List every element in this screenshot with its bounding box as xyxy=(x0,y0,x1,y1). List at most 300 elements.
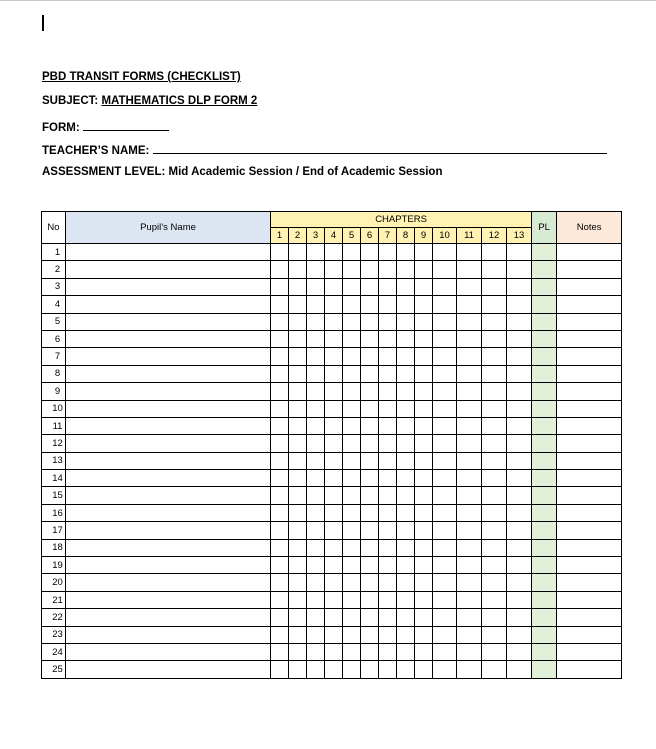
chapter-check-cell[interactable] xyxy=(361,504,379,521)
chapter-check-cell[interactable] xyxy=(289,383,307,400)
chapter-check-cell[interactable] xyxy=(361,244,379,261)
pl-cell[interactable] xyxy=(532,609,557,626)
chapter-check-cell[interactable] xyxy=(457,400,482,417)
pupil-name-cell[interactable] xyxy=(66,661,271,678)
chapter-check-cell[interactable] xyxy=(361,643,379,660)
chapter-check-cell[interactable] xyxy=(379,591,397,608)
chapter-check-cell[interactable] xyxy=(482,452,507,469)
chapter-check-cell[interactable] xyxy=(361,330,379,347)
chapter-check-cell[interactable] xyxy=(482,504,507,521)
chapter-check-cell[interactable] xyxy=(482,365,507,382)
chapter-check-cell[interactable] xyxy=(271,330,289,347)
chapter-check-cell[interactable] xyxy=(433,522,457,539)
chapter-check-cell[interactable] xyxy=(307,504,325,521)
chapter-check-cell[interactable] xyxy=(361,365,379,382)
chapter-check-cell[interactable] xyxy=(307,557,325,574)
chapter-check-cell[interactable] xyxy=(289,435,307,452)
chapter-check-cell[interactable] xyxy=(271,383,289,400)
chapter-check-cell[interactable] xyxy=(397,557,415,574)
chapter-check-cell[interactable] xyxy=(307,522,325,539)
chapter-check-cell[interactable] xyxy=(507,400,532,417)
chapter-check-cell[interactable] xyxy=(289,296,307,313)
pl-cell[interactable] xyxy=(532,626,557,643)
pl-cell[interactable] xyxy=(532,365,557,382)
chapter-check-cell[interactable] xyxy=(397,504,415,521)
chapter-check-cell[interactable] xyxy=(507,365,532,382)
chapter-check-cell[interactable] xyxy=(343,643,361,660)
pl-cell[interactable] xyxy=(532,539,557,556)
chapter-check-cell[interactable] xyxy=(507,661,532,678)
chapter-check-cell[interactable] xyxy=(343,261,361,278)
notes-cell[interactable] xyxy=(557,330,622,347)
chapter-check-cell[interactable] xyxy=(379,470,397,487)
chapter-check-cell[interactable] xyxy=(289,591,307,608)
chapter-check-cell[interactable] xyxy=(289,557,307,574)
chapter-check-cell[interactable] xyxy=(433,348,457,365)
chapter-check-cell[interactable] xyxy=(307,400,325,417)
chapter-check-cell[interactable] xyxy=(361,487,379,504)
chapter-check-cell[interactable] xyxy=(343,365,361,382)
chapter-check-cell[interactable] xyxy=(343,557,361,574)
chapter-check-cell[interactable] xyxy=(397,296,415,313)
chapter-check-cell[interactable] xyxy=(415,539,433,556)
chapter-check-cell[interactable] xyxy=(415,522,433,539)
notes-cell[interactable] xyxy=(557,504,622,521)
notes-cell[interactable] xyxy=(557,609,622,626)
chapter-check-cell[interactable] xyxy=(379,504,397,521)
chapter-check-cell[interactable] xyxy=(343,400,361,417)
notes-cell[interactable] xyxy=(557,557,622,574)
chapter-check-cell[interactable] xyxy=(457,539,482,556)
notes-cell[interactable] xyxy=(557,261,622,278)
notes-cell[interactable] xyxy=(557,626,622,643)
chapter-check-cell[interactable] xyxy=(289,643,307,660)
chapter-check-cell[interactable] xyxy=(415,313,433,330)
pl-cell[interactable] xyxy=(532,261,557,278)
chapter-check-cell[interactable] xyxy=(343,452,361,469)
chapter-check-cell[interactable] xyxy=(307,348,325,365)
pupil-name-cell[interactable] xyxy=(66,261,271,278)
chapter-check-cell[interactable] xyxy=(343,574,361,591)
chapter-check-cell[interactable] xyxy=(482,244,507,261)
chapter-check-cell[interactable] xyxy=(507,296,532,313)
chapter-check-cell[interactable] xyxy=(289,365,307,382)
chapter-check-cell[interactable] xyxy=(271,244,289,261)
chapter-check-cell[interactable] xyxy=(289,574,307,591)
chapter-check-cell[interactable] xyxy=(482,661,507,678)
pupil-name-cell[interactable] xyxy=(66,609,271,626)
chapter-check-cell[interactable] xyxy=(433,643,457,660)
pupil-name-cell[interactable] xyxy=(66,522,271,539)
pupil-name-cell[interactable] xyxy=(66,365,271,382)
chapter-check-cell[interactable] xyxy=(361,383,379,400)
chapter-check-cell[interactable] xyxy=(507,435,532,452)
chapter-check-cell[interactable] xyxy=(325,400,343,417)
chapter-check-cell[interactable] xyxy=(271,400,289,417)
chapter-check-cell[interactable] xyxy=(507,313,532,330)
chapter-check-cell[interactable] xyxy=(482,574,507,591)
chapter-check-cell[interactable] xyxy=(433,626,457,643)
chapter-check-cell[interactable] xyxy=(361,400,379,417)
pl-cell[interactable] xyxy=(532,452,557,469)
chapter-check-cell[interactable] xyxy=(397,626,415,643)
chapter-check-cell[interactable] xyxy=(433,661,457,678)
notes-cell[interactable] xyxy=(557,487,622,504)
chapter-check-cell[interactable] xyxy=(343,661,361,678)
pl-cell[interactable] xyxy=(532,383,557,400)
chapter-check-cell[interactable] xyxy=(271,261,289,278)
chapter-check-cell[interactable] xyxy=(457,383,482,400)
chapter-check-cell[interactable] xyxy=(415,574,433,591)
chapter-check-cell[interactable] xyxy=(397,591,415,608)
chapter-check-cell[interactable] xyxy=(307,330,325,347)
chapter-check-cell[interactable] xyxy=(415,261,433,278)
chapter-check-cell[interactable] xyxy=(271,643,289,660)
notes-cell[interactable] xyxy=(557,296,622,313)
pl-cell[interactable] xyxy=(532,244,557,261)
chapter-check-cell[interactable] xyxy=(433,574,457,591)
chapter-check-cell[interactable] xyxy=(415,557,433,574)
chapter-check-cell[interactable] xyxy=(325,278,343,295)
pl-cell[interactable] xyxy=(532,313,557,330)
pupil-name-cell[interactable] xyxy=(66,278,271,295)
chapter-check-cell[interactable] xyxy=(507,330,532,347)
chapter-check-cell[interactable] xyxy=(482,557,507,574)
chapter-check-cell[interactable] xyxy=(415,487,433,504)
chapter-check-cell[interactable] xyxy=(307,261,325,278)
chapter-check-cell[interactable] xyxy=(361,539,379,556)
notes-cell[interactable] xyxy=(557,591,622,608)
chapter-check-cell[interactable] xyxy=(482,487,507,504)
notes-cell[interactable] xyxy=(557,417,622,434)
pupil-name-cell[interactable] xyxy=(66,643,271,660)
chapter-check-cell[interactable] xyxy=(507,452,532,469)
chapter-check-cell[interactable] xyxy=(457,452,482,469)
chapter-check-cell[interactable] xyxy=(307,643,325,660)
chapter-check-cell[interactable] xyxy=(289,244,307,261)
chapter-check-cell[interactable] xyxy=(457,278,482,295)
pl-cell[interactable] xyxy=(532,470,557,487)
chapter-check-cell[interactable] xyxy=(343,244,361,261)
chapter-check-cell[interactable] xyxy=(457,348,482,365)
chapter-check-cell[interactable] xyxy=(433,417,457,434)
chapter-check-cell[interactable] xyxy=(325,609,343,626)
chapter-check-cell[interactable] xyxy=(415,383,433,400)
chapter-check-cell[interactable] xyxy=(397,348,415,365)
pupil-name-cell[interactable] xyxy=(66,452,271,469)
chapter-check-cell[interactable] xyxy=(271,504,289,521)
chapter-check-cell[interactable] xyxy=(307,417,325,434)
chapter-check-cell[interactable] xyxy=(457,365,482,382)
chapter-check-cell[interactable] xyxy=(289,487,307,504)
chapter-check-cell[interactable] xyxy=(325,452,343,469)
chapter-check-cell[interactable] xyxy=(271,609,289,626)
chapter-check-cell[interactable] xyxy=(343,296,361,313)
chapter-check-cell[interactable] xyxy=(325,574,343,591)
chapter-check-cell[interactable] xyxy=(482,626,507,643)
pupil-name-cell[interactable] xyxy=(66,313,271,330)
chapter-check-cell[interactable] xyxy=(271,417,289,434)
chapter-check-cell[interactable] xyxy=(343,626,361,643)
chapter-check-cell[interactable] xyxy=(415,470,433,487)
chapter-check-cell[interactable] xyxy=(397,278,415,295)
pl-cell[interactable] xyxy=(532,435,557,452)
chapter-check-cell[interactable] xyxy=(325,244,343,261)
chapter-check-cell[interactable] xyxy=(397,609,415,626)
chapter-check-cell[interactable] xyxy=(507,348,532,365)
chapter-check-cell[interactable] xyxy=(307,383,325,400)
chapter-check-cell[interactable] xyxy=(271,296,289,313)
chapter-check-cell[interactable] xyxy=(433,539,457,556)
chapter-check-cell[interactable] xyxy=(482,539,507,556)
pl-cell[interactable] xyxy=(532,504,557,521)
chapter-check-cell[interactable] xyxy=(307,487,325,504)
notes-cell[interactable] xyxy=(557,522,622,539)
chapter-check-cell[interactable] xyxy=(415,661,433,678)
chapter-check-cell[interactable] xyxy=(433,261,457,278)
form-blank[interactable] xyxy=(83,119,169,131)
chapter-check-cell[interactable] xyxy=(379,609,397,626)
chapter-check-cell[interactable] xyxy=(507,383,532,400)
pupil-name-cell[interactable] xyxy=(66,626,271,643)
chapter-check-cell[interactable] xyxy=(482,400,507,417)
chapter-check-cell[interactable] xyxy=(433,400,457,417)
notes-cell[interactable] xyxy=(557,313,622,330)
chapter-check-cell[interactable] xyxy=(289,609,307,626)
chapter-check-cell[interactable] xyxy=(361,522,379,539)
chapter-check-cell[interactable] xyxy=(361,261,379,278)
chapter-check-cell[interactable] xyxy=(433,591,457,608)
pupil-name-cell[interactable] xyxy=(66,435,271,452)
pl-cell[interactable] xyxy=(532,487,557,504)
chapter-check-cell[interactable] xyxy=(379,244,397,261)
chapter-check-cell[interactable] xyxy=(325,417,343,434)
chapter-check-cell[interactable] xyxy=(457,522,482,539)
chapter-check-cell[interactable] xyxy=(307,435,325,452)
chapter-check-cell[interactable] xyxy=(325,330,343,347)
chapter-check-cell[interactable] xyxy=(289,470,307,487)
chapter-check-cell[interactable] xyxy=(325,261,343,278)
chapter-check-cell[interactable] xyxy=(379,313,397,330)
notes-cell[interactable] xyxy=(557,348,622,365)
chapter-check-cell[interactable] xyxy=(271,348,289,365)
chapter-check-cell[interactable] xyxy=(415,504,433,521)
chapter-check-cell[interactable] xyxy=(271,574,289,591)
chapter-check-cell[interactable] xyxy=(361,452,379,469)
chapter-check-cell[interactable] xyxy=(397,574,415,591)
chapter-check-cell[interactable] xyxy=(379,365,397,382)
chapter-check-cell[interactable] xyxy=(433,383,457,400)
chapter-check-cell[interactable] xyxy=(457,470,482,487)
chapter-check-cell[interactable] xyxy=(271,661,289,678)
chapter-check-cell[interactable] xyxy=(325,539,343,556)
chapter-check-cell[interactable] xyxy=(271,365,289,382)
chapter-check-cell[interactable] xyxy=(433,452,457,469)
chapter-check-cell[interactable] xyxy=(325,296,343,313)
chapter-check-cell[interactable] xyxy=(397,522,415,539)
chapter-check-cell[interactable] xyxy=(325,470,343,487)
chapter-check-cell[interactable] xyxy=(433,330,457,347)
chapter-check-cell[interactable] xyxy=(433,278,457,295)
chapter-check-cell[interactable] xyxy=(343,278,361,295)
chapter-check-cell[interactable] xyxy=(307,296,325,313)
chapter-check-cell[interactable] xyxy=(271,539,289,556)
pl-cell[interactable] xyxy=(532,574,557,591)
chapter-check-cell[interactable] xyxy=(289,330,307,347)
chapter-check-cell[interactable] xyxy=(415,365,433,382)
chapter-check-cell[interactable] xyxy=(343,487,361,504)
chapter-check-cell[interactable] xyxy=(433,487,457,504)
chapter-check-cell[interactable] xyxy=(271,487,289,504)
chapter-check-cell[interactable] xyxy=(397,330,415,347)
chapter-check-cell[interactable] xyxy=(289,261,307,278)
notes-cell[interactable] xyxy=(557,244,622,261)
pupil-name-cell[interactable] xyxy=(66,539,271,556)
chapter-check-cell[interactable] xyxy=(325,591,343,608)
chapter-check-cell[interactable] xyxy=(433,609,457,626)
notes-cell[interactable] xyxy=(557,435,622,452)
chapter-check-cell[interactable] xyxy=(343,539,361,556)
chapter-check-cell[interactable] xyxy=(415,417,433,434)
chapter-check-cell[interactable] xyxy=(507,244,532,261)
chapter-check-cell[interactable] xyxy=(379,522,397,539)
chapter-check-cell[interactable] xyxy=(379,539,397,556)
chapter-check-cell[interactable] xyxy=(307,470,325,487)
chapter-check-cell[interactable] xyxy=(307,313,325,330)
chapter-check-cell[interactable] xyxy=(457,487,482,504)
chapter-check-cell[interactable] xyxy=(307,626,325,643)
chapter-check-cell[interactable] xyxy=(415,609,433,626)
chapter-check-cell[interactable] xyxy=(482,278,507,295)
chapter-check-cell[interactable] xyxy=(482,609,507,626)
chapter-check-cell[interactable] xyxy=(457,643,482,660)
chapter-check-cell[interactable] xyxy=(361,591,379,608)
pupil-name-cell[interactable] xyxy=(66,244,271,261)
chapter-check-cell[interactable] xyxy=(271,557,289,574)
pupil-name-cell[interactable] xyxy=(66,557,271,574)
chapter-check-cell[interactable] xyxy=(361,313,379,330)
chapter-check-cell[interactable] xyxy=(361,348,379,365)
chapter-check-cell[interactable] xyxy=(343,591,361,608)
chapter-check-cell[interactable] xyxy=(343,330,361,347)
chapter-check-cell[interactable] xyxy=(482,591,507,608)
chapter-check-cell[interactable] xyxy=(325,365,343,382)
chapter-check-cell[interactable] xyxy=(361,435,379,452)
chapter-check-cell[interactable] xyxy=(379,261,397,278)
chapter-check-cell[interactable] xyxy=(325,626,343,643)
chapter-check-cell[interactable] xyxy=(289,417,307,434)
chapter-check-cell[interactable] xyxy=(397,539,415,556)
chapter-check-cell[interactable] xyxy=(397,452,415,469)
chapter-check-cell[interactable] xyxy=(415,626,433,643)
chapter-check-cell[interactable] xyxy=(271,452,289,469)
chapter-check-cell[interactable] xyxy=(397,400,415,417)
notes-cell[interactable] xyxy=(557,278,622,295)
chapter-check-cell[interactable] xyxy=(457,591,482,608)
chapter-check-cell[interactable] xyxy=(415,452,433,469)
chapter-check-cell[interactable] xyxy=(379,348,397,365)
pl-cell[interactable] xyxy=(532,278,557,295)
pl-cell[interactable] xyxy=(532,417,557,434)
chapter-check-cell[interactable] xyxy=(343,504,361,521)
pl-cell[interactable] xyxy=(532,330,557,347)
chapter-check-cell[interactable] xyxy=(482,348,507,365)
chapter-check-cell[interactable] xyxy=(433,365,457,382)
chapter-check-cell[interactable] xyxy=(379,661,397,678)
chapter-check-cell[interactable] xyxy=(507,539,532,556)
chapter-check-cell[interactable] xyxy=(379,400,397,417)
chapter-check-cell[interactable] xyxy=(361,574,379,591)
chapter-check-cell[interactable] xyxy=(507,278,532,295)
notes-cell[interactable] xyxy=(557,470,622,487)
chapter-check-cell[interactable] xyxy=(307,661,325,678)
chapter-check-cell[interactable] xyxy=(397,417,415,434)
chapter-check-cell[interactable] xyxy=(507,574,532,591)
chapter-check-cell[interactable] xyxy=(307,609,325,626)
chapter-check-cell[interactable] xyxy=(482,435,507,452)
notes-cell[interactable] xyxy=(557,383,622,400)
chapter-check-cell[interactable] xyxy=(457,661,482,678)
pl-cell[interactable] xyxy=(532,643,557,660)
chapter-check-cell[interactable] xyxy=(325,348,343,365)
chapter-check-cell[interactable] xyxy=(289,522,307,539)
chapter-check-cell[interactable] xyxy=(457,574,482,591)
pupil-name-cell[interactable] xyxy=(66,296,271,313)
pupil-name-cell[interactable] xyxy=(66,574,271,591)
chapter-check-cell[interactable] xyxy=(507,591,532,608)
chapter-check-cell[interactable] xyxy=(457,557,482,574)
chapter-check-cell[interactable] xyxy=(361,470,379,487)
chapter-check-cell[interactable] xyxy=(325,487,343,504)
chapter-check-cell[interactable] xyxy=(325,435,343,452)
chapter-check-cell[interactable] xyxy=(289,539,307,556)
chapter-check-cell[interactable] xyxy=(482,383,507,400)
chapter-check-cell[interactable] xyxy=(379,296,397,313)
chapter-check-cell[interactable] xyxy=(397,244,415,261)
chapter-check-cell[interactable] xyxy=(482,296,507,313)
notes-cell[interactable] xyxy=(557,661,622,678)
notes-cell[interactable] xyxy=(557,574,622,591)
pupil-name-cell[interactable] xyxy=(66,330,271,347)
chapter-check-cell[interactable] xyxy=(361,626,379,643)
chapter-check-cell[interactable] xyxy=(415,591,433,608)
chapter-check-cell[interactable] xyxy=(325,557,343,574)
notes-cell[interactable] xyxy=(557,452,622,469)
chapter-check-cell[interactable] xyxy=(415,330,433,347)
pl-cell[interactable] xyxy=(532,591,557,608)
chapter-check-cell[interactable] xyxy=(507,417,532,434)
chapter-check-cell[interactable] xyxy=(343,313,361,330)
chapter-check-cell[interactable] xyxy=(397,383,415,400)
chapter-check-cell[interactable] xyxy=(507,557,532,574)
pl-cell[interactable] xyxy=(532,522,557,539)
chapter-check-cell[interactable] xyxy=(397,435,415,452)
chapter-check-cell[interactable] xyxy=(379,417,397,434)
chapter-check-cell[interactable] xyxy=(507,522,532,539)
chapter-check-cell[interactable] xyxy=(507,470,532,487)
chapter-check-cell[interactable] xyxy=(361,278,379,295)
chapter-check-cell[interactable] xyxy=(457,626,482,643)
chapter-check-cell[interactable] xyxy=(457,296,482,313)
chapter-check-cell[interactable] xyxy=(343,417,361,434)
chapter-check-cell[interactable] xyxy=(457,435,482,452)
chapter-check-cell[interactable] xyxy=(415,400,433,417)
chapter-check-cell[interactable] xyxy=(361,609,379,626)
pupil-name-cell[interactable] xyxy=(66,383,271,400)
chapter-check-cell[interactable] xyxy=(343,470,361,487)
chapter-check-cell[interactable] xyxy=(271,470,289,487)
chapter-check-cell[interactable] xyxy=(343,522,361,539)
